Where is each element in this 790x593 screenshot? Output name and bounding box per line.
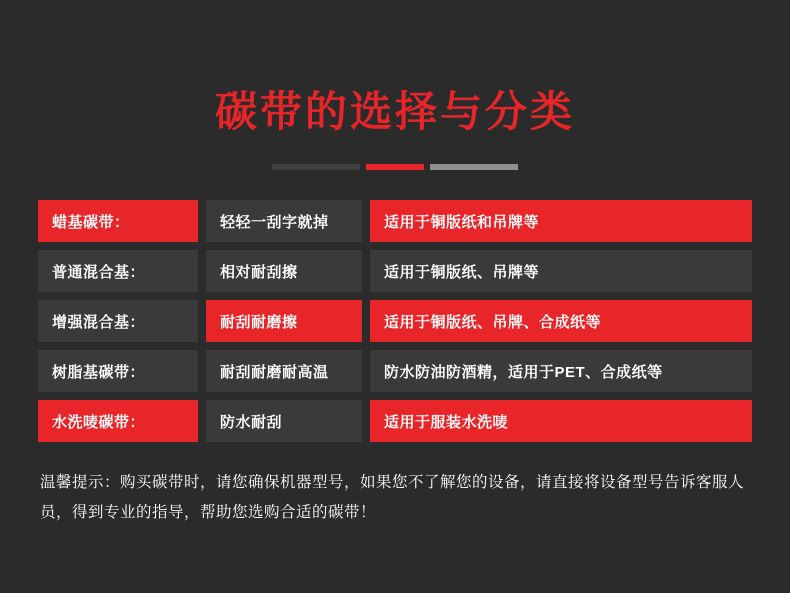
divider-segment-gray-right <box>430 164 518 170</box>
row-usage-cell: 适用于铜版纸和吊牌等 <box>370 200 752 242</box>
row-property-cell: 相对耐刮擦 <box>206 250 362 292</box>
table-row <box>38 400 752 442</box>
row-property-cell: 耐刮耐磨擦 <box>206 300 362 342</box>
table-row <box>38 350 752 392</box>
ribbon-type-table <box>38 200 752 450</box>
table-row <box>38 200 752 242</box>
divider-segment-red <box>366 164 424 170</box>
divider-segment-gray-left <box>272 164 360 170</box>
row-property-cell: 防水耐刮 <box>206 400 362 442</box>
row-type-cell: 树脂基碳带： <box>38 350 198 392</box>
row-usage-cell: 适用于服装水洗唛 <box>370 400 752 442</box>
row-property-cell: 耐刮耐磨耐高温 <box>206 350 362 392</box>
title-divider <box>272 163 518 170</box>
row-usage-cell: 适用于铜版纸、吊牌、合成纸等 <box>370 300 752 342</box>
row-property-cell: 轻轻一刮字就掉 <box>206 200 362 242</box>
row-type-cell: 增强混合基： <box>38 300 198 342</box>
page-title: 碳带的选择与分类 <box>214 88 575 135</box>
row-type-cell: 蜡基碳带： <box>38 200 198 242</box>
row-type-cell: 水洗唛碳带： <box>38 400 198 442</box>
table-row <box>38 250 752 292</box>
row-usage-cell: 适用于铜版纸、吊牌等 <box>370 250 752 292</box>
row-type-cell: 普通混合基： <box>38 250 198 292</box>
poster-inner <box>13 13 777 580</box>
tip-note: 温馨提示：购买碳带时，请您确保机器型号，如果您不了解您的设备，请直接将设备型号告诉客服人员，得到专业的指导，帮助您选购合适的碳带！ <box>40 474 745 521</box>
row-usage-cell: 防水防油防酒精，适用于PET、合成纸等 <box>370 350 752 392</box>
table-row <box>38 300 752 342</box>
